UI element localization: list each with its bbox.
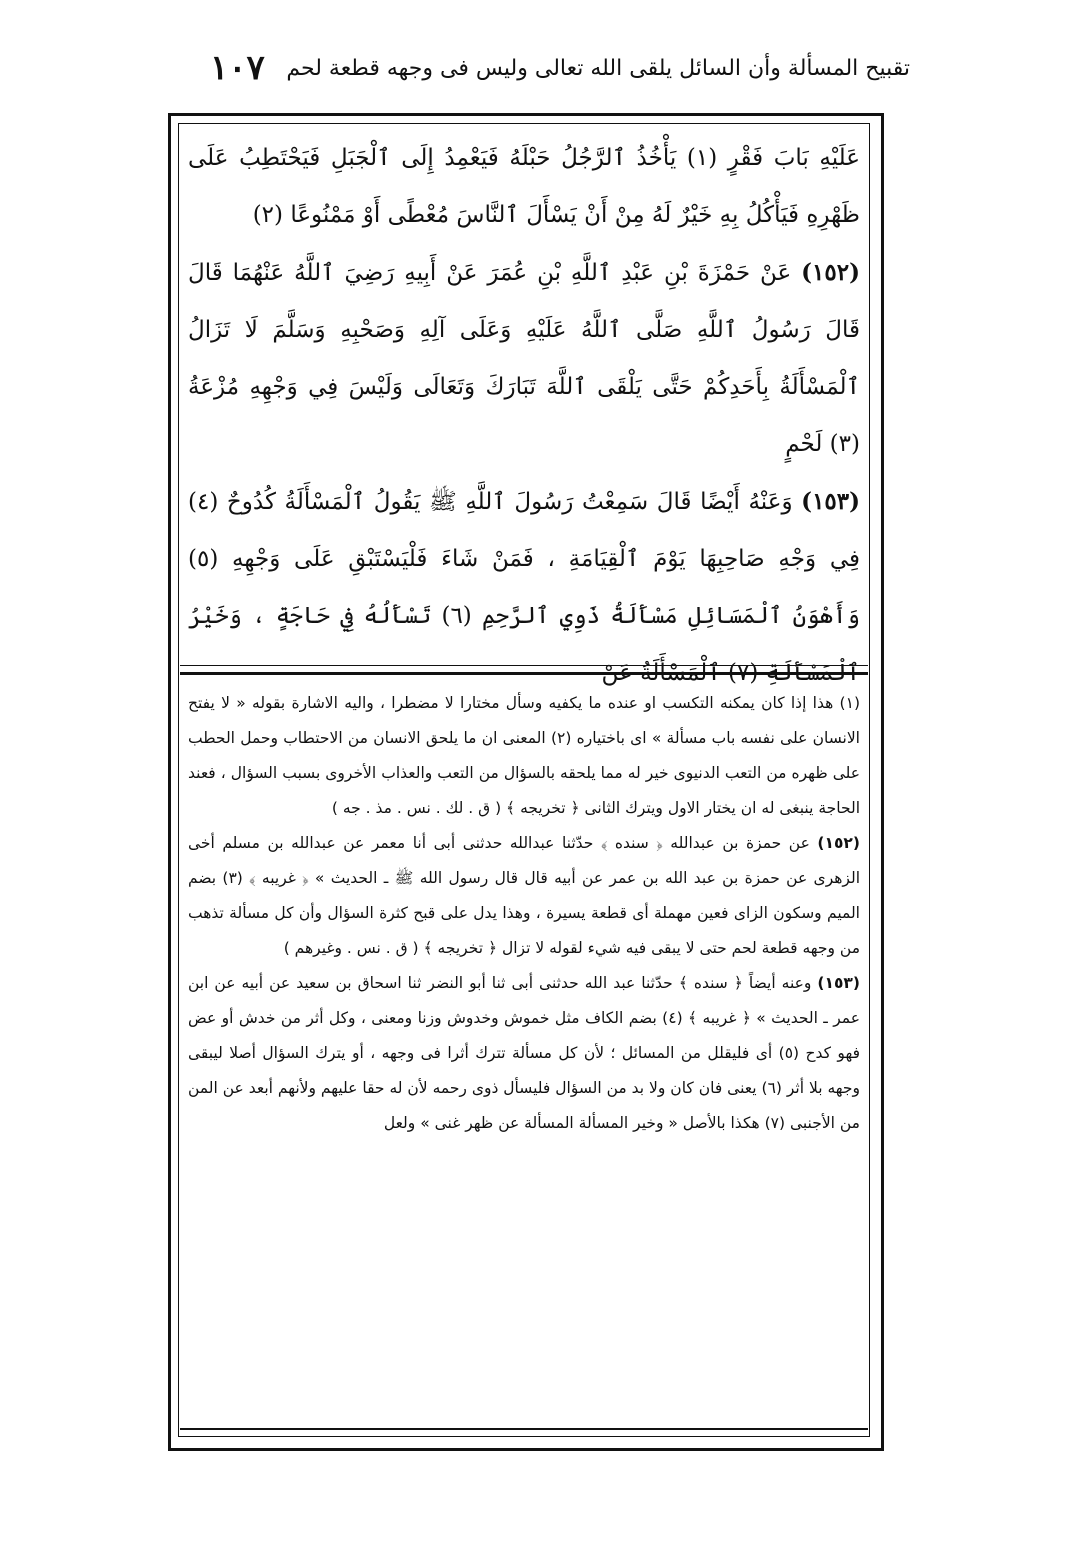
hadith-152-text: عَنْ حَمْزَةَ بْنِ عَبْدِ ٱللَّهِ بْنِ عُمَرَ عَنْ أَبِيهِ رَضِيَ ٱللَّهُ عَنْهُمَا قَالَ قَالَ رَسُولُ ٱللَّهِ صَلَّى ٱللَّهُ عَلَيْهِ وَعَلَى آلِهِ وَصَحْبِهِ وَسَلَّمَ لَا تَزَالُ ٱلْمَسْأَلَةُ بِأَحَدِكُمْ حَتَّى يَلْقَى ٱللَّهَ تَبَارَكَ وَتَعَالَى وَلَيْسَ فِي وَجْهِهِ مُزْعَةُ (٣) لَحْمٍ — [188, 260, 860, 457]
running-title: تقبيح المسألة وأن السائل يلقى الله تعالى وليس فى وجهه قطعة لحم — [286, 56, 910, 81]
footnotes-block — [188, 686, 860, 1426]
hadith-152 — [188, 244, 860, 473]
separator-line-thin — [180, 665, 868, 666]
hadith-number-153: (١٥٣) — [801, 488, 861, 515]
footnote-number-152: (١٥٢) — [817, 834, 860, 852]
footnote-153-text: وعنه أيضاً ﴿ سنده ﴾ حدّثنا عبد الله حدثنى أبى ثنا أبو النضر ثنا اسحاق بن سعيد عن أبيه عن ابن عمر ـ الحديث » ﴿ غريبه ﴾ (٤) بضم الكاف مثل خموش وخدوش وزنا ومعنى ، وكل أثر من خدش أو عض فهو كدح (٥) أى فليقلل من المسائل ؛ لأن كل مسألة تترك أثرا فى وجهه ، أو يترك السؤال أصلا ليبقى وجهه بلا أثر (٦) يعنى فان كان ولا بد من السؤال فليسأل ذوى رحمه لأن له حقا عليهم ولأنهم أبعد عن المن من الأجنبى (٧) هكذا بالأصل « وخير المسألة المسألة عن ظهر غنى » ولعل — [188, 974, 860, 1132]
hadith-number-152: (١٥٢) — [801, 259, 860, 286]
hadith-continuation: عَلَيْهِ بَابَ فَقْرٍ (١) يَأْخُذُ ٱلرَّجُلُ حَبْلَهُ فَيَعْمِدُ إِلَى ٱلْجَبَلِ فَيَحْتَطِبُ عَلَى ظَهْرِهِ فَيَأْكُلُ بِهِ خَيْرٌ لَهُ مِنْ أَنْ يَسْأَلَ ٱلنَّاسَ مُعْطًى أَوْ مَمْنُوعًا (٢) — [188, 145, 860, 228]
footnote-152-text: عن حمزة بن عبدالله ﴿ سنده ﴾ حدّثنا عبدالله حدثنى أبى أنا معمر عن عبدالله بن مسلم أخى الزهرى عن حمزة بن عبد الله بن عمر عن أبيه قال قال رسول الله ﷺ ـ الحديث » ﴿ غريبه ﴾ (٣) بضم الميم وسكون الزاى فعين مهملة أى قطعة يسيرة ، وهذا يدل على قبح كثرة السؤال وأن كل مسألة تذهب من وجهه قطعة لحم حتى لا يبقى فيه شيء لقوله لا تزال ﴿ تخريجه ﴾ ( ق . نس . وغيرهم ) — [188, 834, 860, 957]
hadith-text-block — [188, 130, 861, 686]
footnote-152 — [188, 826, 860, 966]
page-header — [200, 42, 910, 112]
hadith-153-text: وَعَنْهُ أَيْضًا قَالَ سَمِعْتُ رَسُولَ ٱللَّهِ ﷺ يَقُولُ ٱلْمَسْأَلَةُ كُدُوحٌ (٤) فِي وَجْهِ صَاحِبِهَا يَوْمَ ٱلْقِيَامَةِ ، فَمَنْ شَاءَ فَلْيَسْتَبْقِ عَلَى وَجْهِهِ (٥) وَأَهْوَنُ ٱلْمَسَائِلِ مَسْأَلَةُ ذَوِي ٱلرَّحِمِ (٦) تَسْأَلُهُ فِي حَاجَةٍ ، وَخَيْرُ ٱلْمَسْأَلَةِ (٧) ٱلْمَسْأَلَةُ عَنْ — [188, 489, 860, 686]
page-number: ١٠٧ — [210, 48, 265, 88]
footnote-153 — [188, 966, 860, 1141]
bottom-frame-line — [180, 1428, 868, 1430]
hadith-153 — [188, 473, 860, 702]
separator-line-thick — [180, 672, 868, 675]
footnote-1-2: (١) هذا إذا كان يمكنه التكسب او عنده ما يكفيه وسأل مختارا لا مضطرا ، واليه الاشارة بقوله « لا يفتح الانسان على نفسه باب مسألة » اى باختياره (٢) المعنى ان ما يلحق الانسان من الاحتطاب وحمل الحطب على ظهره من التعب الدنيوى خير له مما يلحقه بالسؤال من التعب والعذاب الأخروى بسبب السؤال ، فعند الحاجة ينبغى له ان يختار الاول ويترك الثانى ﴿ تخريجه ﴾ ( ق . لك . نس . مذ . جه ) — [188, 694, 860, 817]
footnote-number-153: (١٥٣) — [817, 974, 860, 992]
